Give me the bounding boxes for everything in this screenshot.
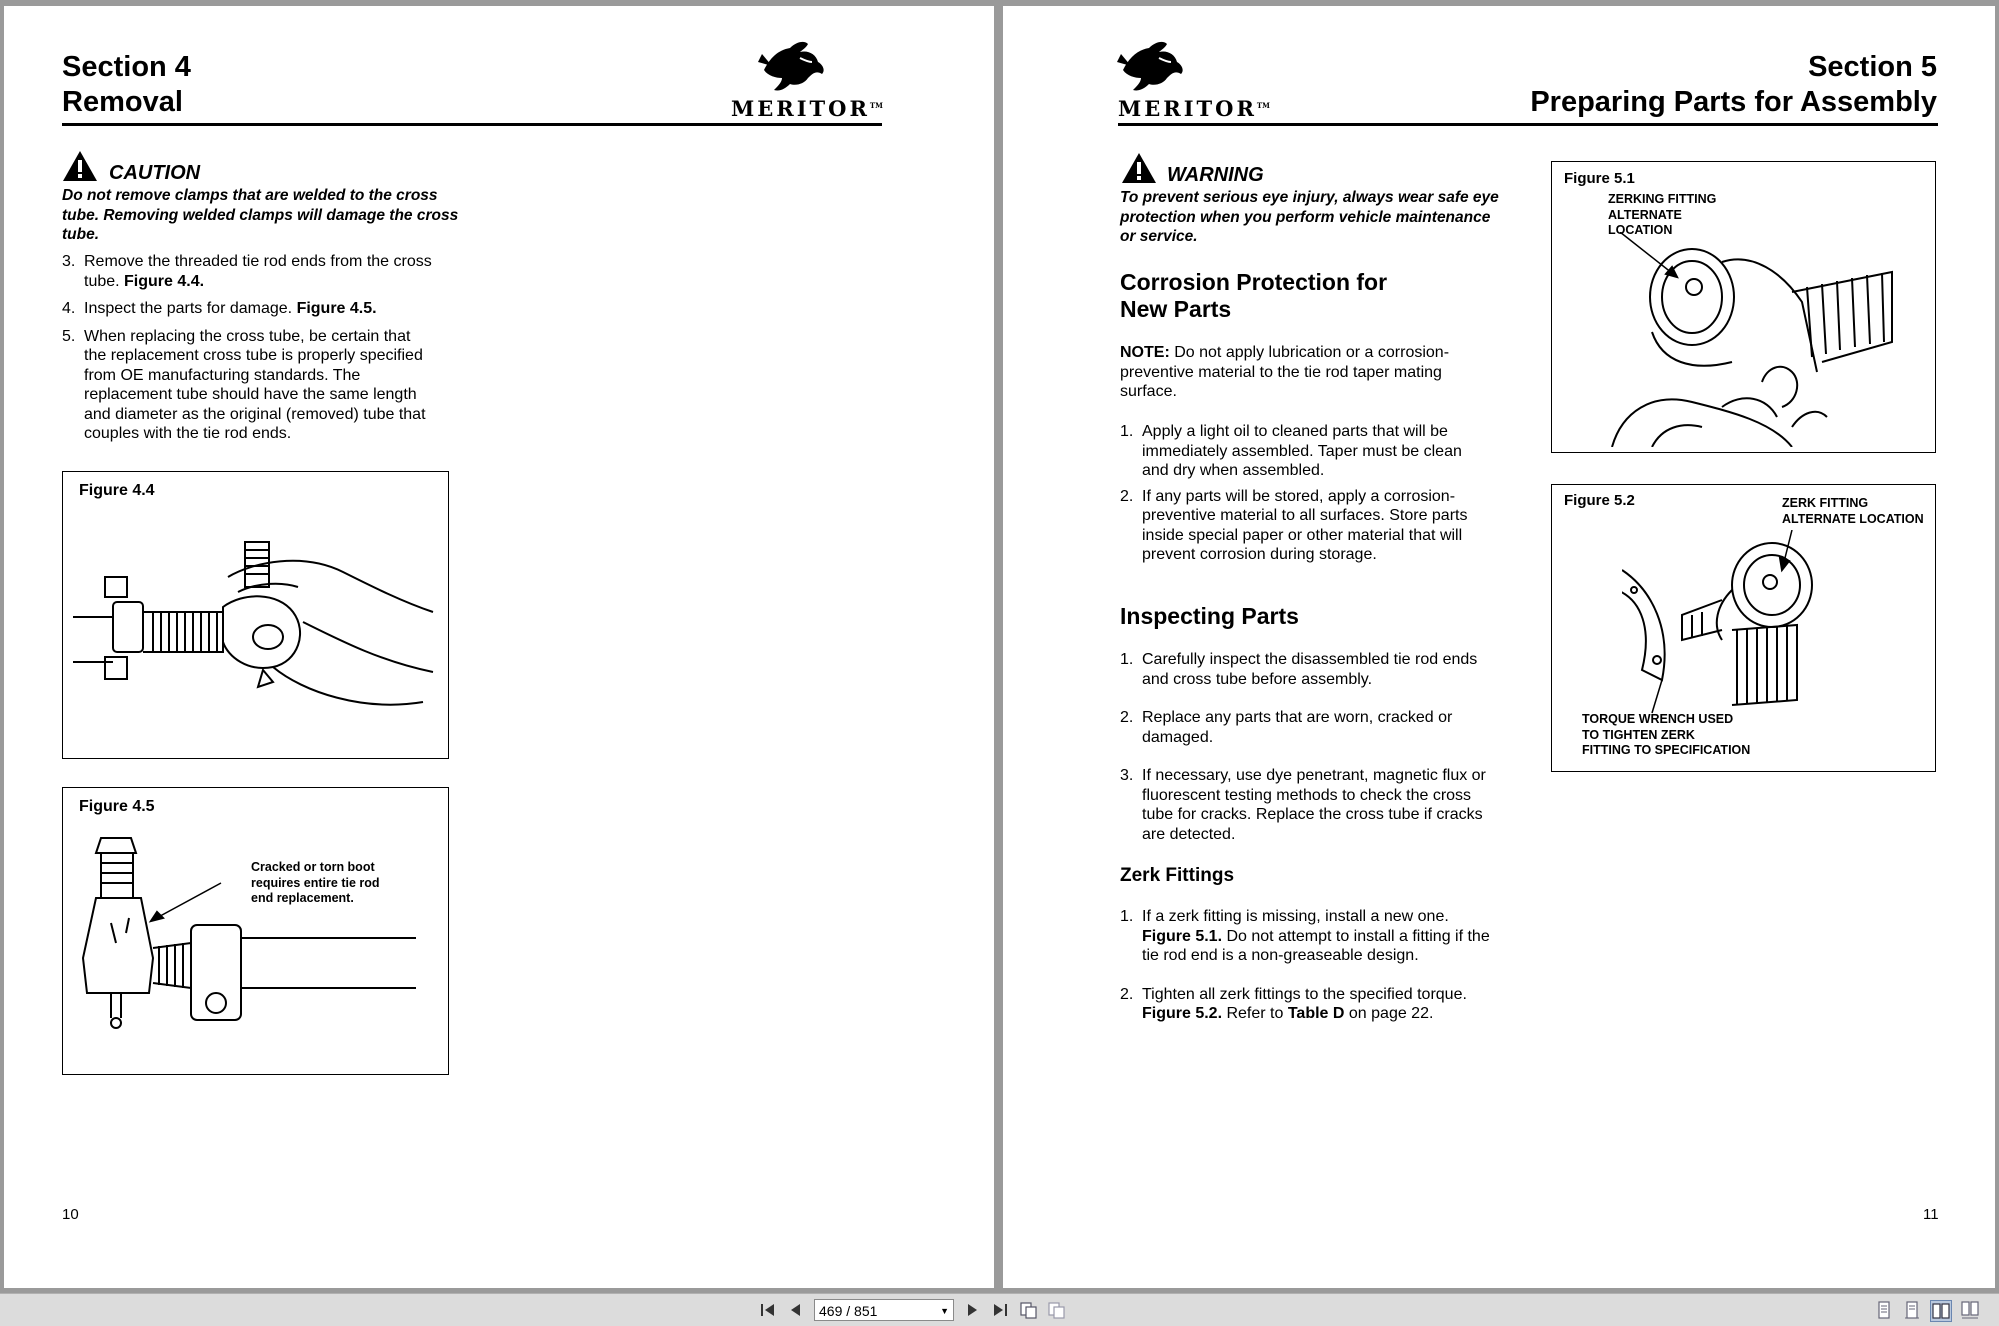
warning-triangle-icon xyxy=(1120,152,1158,184)
figure-callout-top: ZERK FITTING ALTERNATE LOCATION xyxy=(1782,496,1924,526)
page-number-select[interactable]: 469 / 851 ▼ xyxy=(814,1299,954,1321)
two-page-icon[interactable] xyxy=(1930,1300,1952,1322)
list-item: 4. Inspect the parts for damage. Figure 4.5. xyxy=(62,300,377,317)
inspecting-steps xyxy=(1120,650,1490,844)
single-page-icon[interactable] xyxy=(1874,1300,1894,1320)
figure-4-4 xyxy=(62,471,449,759)
chevron-down-icon: ▼ xyxy=(940,1306,949,1316)
figure-label: Figure 5.1 xyxy=(1564,170,1635,187)
header-rule xyxy=(1118,123,1938,126)
tie-rod-hand-illustration-icon xyxy=(73,532,438,742)
two-page-continuous-icon[interactable] xyxy=(1960,1300,1980,1320)
figure-callout-bottom: TORQUE WRENCH USED TO TIGHTEN ZERK FITTING TO SPECIFICATION xyxy=(1582,712,1751,757)
zerk-heading: Zerk Fittings xyxy=(1120,865,1235,886)
section-label: Section 5 xyxy=(1808,51,1937,83)
figure-label: Figure 4.4 xyxy=(79,482,155,499)
meritor-bull-logo-icon xyxy=(1115,40,1187,94)
list-item: 2. Replace any parts that are worn, cracked or damaged. xyxy=(1120,709,1453,746)
meritor-bull-logo-icon xyxy=(756,40,828,94)
corrosion-note: NOTE: Do not apply lubrication or a corrosion-preventive material to the tie rod taper mating surface. xyxy=(1120,344,1450,400)
fit-page-icon[interactable] xyxy=(1018,1300,1038,1320)
caution-title: CAUTION xyxy=(109,162,201,184)
section-name: Preparing Parts for Assembly xyxy=(1530,86,1937,118)
figure-5-2 xyxy=(1551,484,1936,772)
first-page-icon[interactable] xyxy=(758,1300,778,1320)
warning-text: To prevent serious eye injury, always wear safe eye protection when you perform vehicle maintenance or service. xyxy=(1120,189,1499,245)
list-item: 2. Tighten all zerk fittings to the specified torque. Figure 5.2. Refer to Table D on page 22. xyxy=(1120,985,1467,1022)
meritor-logo-text: MERITOR™ xyxy=(731,96,883,121)
page-11 xyxy=(1003,6,1995,1288)
header-rule xyxy=(62,123,882,126)
section-heading xyxy=(62,50,191,120)
list-item: 1. Apply a light oil to cleaned parts that will be immediately assembled. Taper must be clean and dry when assembled. xyxy=(1120,423,1462,479)
zerk-steps xyxy=(1120,907,1490,1024)
removal-steps xyxy=(62,252,432,444)
fit-width-icon[interactable] xyxy=(1046,1300,1066,1320)
corrosion-heading: Corrosion Protection for New Parts xyxy=(1120,269,1388,322)
caution-text: Do not remove clamps that are welded to the cross tube. Removing welded clamps will damage the cross tube. xyxy=(62,187,459,243)
figure-label: Figure 4.5 xyxy=(79,798,155,815)
section-heading xyxy=(1530,50,1937,120)
warning-title: WARNING xyxy=(1167,164,1264,186)
figure-callout: Cracked or torn boot requires entire tie rod end replacement. xyxy=(251,860,380,905)
tie-rod-boot-illustration-icon xyxy=(71,833,441,1068)
inspecting-heading: Inspecting Parts xyxy=(1120,603,1299,629)
prev-page-icon[interactable] xyxy=(786,1300,806,1320)
next-page-icon[interactable] xyxy=(962,1300,982,1320)
torque-wrench-illustration-icon xyxy=(1622,530,1922,720)
last-page-icon[interactable] xyxy=(990,1300,1010,1320)
list-item: 3. Remove the threaded tie rod ends from the cross tube. Figure 4.4. xyxy=(62,253,432,290)
zerk-fitting-hand-illustration-icon xyxy=(1592,232,1927,447)
list-item: 1. Carefully inspect the disassembled tie rod ends and cross tube before assembly. xyxy=(1120,651,1478,688)
list-item: 1. If a zerk fitting is missing, install a new one. Figure 5.1. Do not attempt to install a fitting if the tie rod end is a non-greaseable design. xyxy=(1120,908,1490,964)
list-item: 5. When replacing the cross tube, be certain that the replacement cross tube is properly specified from OE manufacturing standards. The replacement tube should have the same length and diameter as the original (removed) tube that couples with the tie rod ends. xyxy=(62,327,426,442)
section-name: Removal xyxy=(62,86,183,118)
page-number: 11 xyxy=(1923,1206,1939,1223)
figure-5-1 xyxy=(1551,161,1936,453)
page-10 xyxy=(4,6,994,1288)
meritor-logo-text: MERITOR™ xyxy=(1118,96,1270,121)
pdf-toolbar xyxy=(0,1293,1999,1326)
corrosion-steps xyxy=(1120,422,1490,565)
page-number: 10 xyxy=(62,1206,79,1223)
continuous-icon[interactable] xyxy=(1902,1300,1922,1320)
list-item: 3. If necessary, use dye penetrant, magnetic flux or fluorescent testing methods to check the cross tube for cracks. Replace the cross tube if cracks are detected. xyxy=(1120,767,1486,843)
figure-label: Figure 5.2 xyxy=(1564,492,1635,509)
figure-4-5 xyxy=(62,787,449,1075)
section-label: Section 4 xyxy=(62,51,191,83)
caution-triangle-icon xyxy=(62,150,98,182)
list-item: 2. If any parts will be stored, apply a corrosion-preventive material to all surfaces. Store parts inside special paper or other material that will prevent corrosion during storage. xyxy=(1120,487,1468,563)
figure-callout: ZERKING FITTING ALTERNATE LOCATION xyxy=(1608,192,1717,237)
